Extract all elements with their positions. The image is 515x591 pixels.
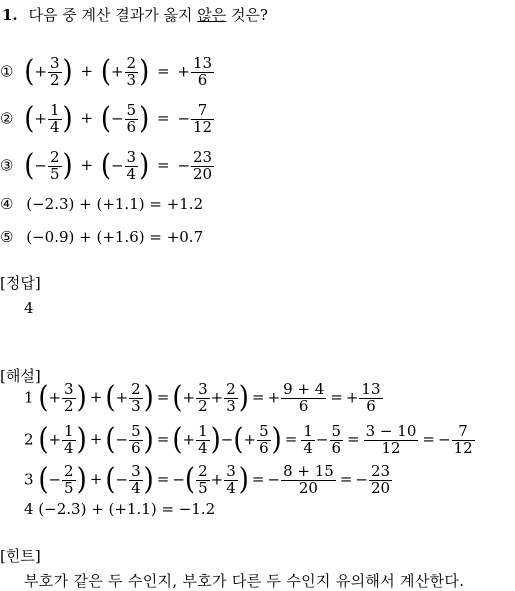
option-marker: ① (0, 62, 14, 81)
option-3: ③ (− $\frac{2}{5}$ ) + (− $\frac{3}{4}$ ) = − $\frac{23}{20}$ (0, 148, 213, 184)
option-5 (0, 228, 203, 246)
explanation-label: [해설] (0, 367, 41, 385)
explanation-line-3: 3 (− $\frac{2}{5}$ ) + (− $\frac{3}{4}$ ) = −( $\frac{2}{5}$ + $\frac{3}{4}$ ) = − $\frac{8 + 15}{20}$ = − $\frac{23}{20}$ (24, 462, 391, 498)
hint-text: 부호가 같은 두 수인지, 부호가 다른 두 수인지 유의해서 계산한다. (24, 572, 465, 590)
hint-label: [힌트] (0, 547, 41, 565)
option-marker: ③ (0, 156, 14, 175)
question-text-before: 다음 중 계산 결과가 옳지 (28, 6, 198, 24)
option-text: (−0.9) + (+1.6) = +0.7 (26, 228, 204, 246)
explanation-line-4: 4 (−2.3) + (+1.1) = −1.2 (24, 500, 216, 518)
option-marker: ⑤ (0, 228, 14, 246)
option-1: ① (+ $\frac{3}{2}$ ) + (+ $\frac{2}{3}$ ) = + $\frac{13}{6}$ (0, 54, 213, 90)
explanation-line-2: 2 (+ $\frac{1}{4}$ ) + (− $\frac{5}{6}$ ) = (+ $\frac{1}{4}$ )−(+ $\frac{5}{6}$ ) = $\frac{1}{4}$ − $\frac{5}{6}$ = $\frac{3 - 10}{12}$ = − $\frac{7}{12}$ (24, 422, 473, 458)
question-underlined: 않은 (197, 6, 227, 24)
explanation-line-1: 1 (+ $\frac{3}{2}$ ) + (+ $\frac{2}{3}$ ) = (+ $\frac{3}{2}$ + $\frac{2}{3}$ ) = + $\frac{9 + 4}{6}$ = + $\frac{13}{6}$ (24, 380, 381, 416)
option-4 (0, 195, 203, 213)
option-2: ② (+ $\frac{1}{4}$ ) + (− $\frac{5}{6}$ ) = − $\frac{7}{12}$ (0, 101, 213, 137)
option-marker: ④ (0, 195, 14, 213)
answer-value: 4 (24, 299, 34, 317)
option-text: (−2.3) + (+1.1) = +1.2 (26, 195, 204, 213)
question-number: 1. (2, 6, 18, 24)
option-marker: ② (0, 109, 14, 128)
question-text-after: 것은? (226, 6, 268, 24)
question (2, 4, 268, 25)
answer-label: [정답] (0, 274, 41, 292)
